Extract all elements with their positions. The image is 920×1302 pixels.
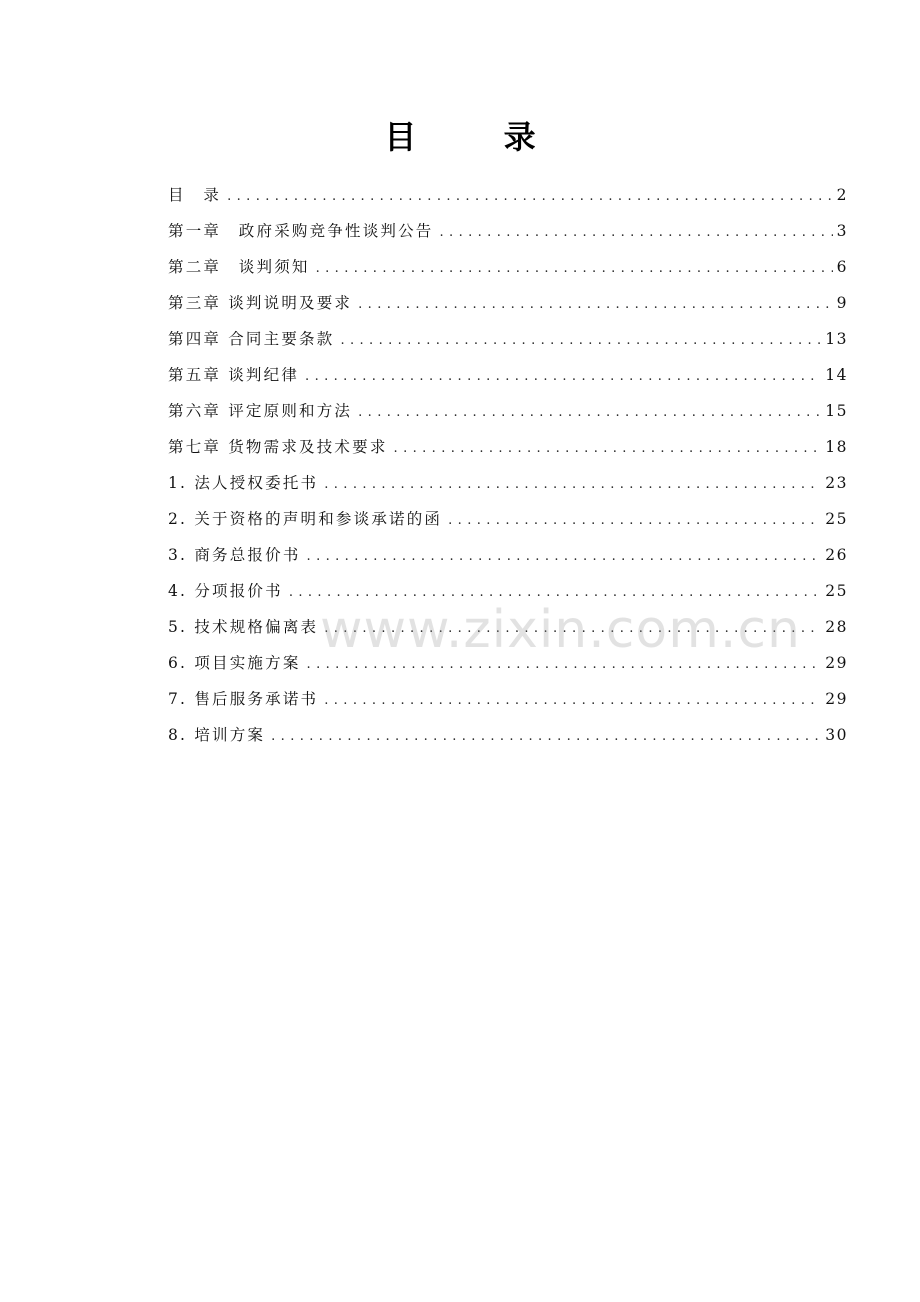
toc-entry-page: 29 bbox=[825, 690, 848, 708]
toc-dot-leader bbox=[316, 251, 833, 287]
toc-entry-label: 6. 项目实施方案 bbox=[168, 654, 301, 672]
toc-entry-page: 15 bbox=[825, 402, 848, 420]
toc-entry-label: 第六章 评定原则和方法 bbox=[168, 402, 353, 420]
toc-entry[interactable] bbox=[168, 429, 848, 465]
toc-entry-label: 第三章 谈判说明及要求 bbox=[168, 294, 353, 312]
toc-entry-page: 18 bbox=[825, 438, 848, 456]
toc-entry-page: 6 bbox=[836, 258, 848, 276]
toc-entry-label: 第七章 货物需求及技术要求 bbox=[168, 438, 388, 456]
toc-dot-leader bbox=[394, 431, 822, 467]
toc-entry-label: 4. 分项报价书 bbox=[168, 582, 283, 600]
toc-entry[interactable] bbox=[168, 285, 848, 321]
toc-entry[interactable] bbox=[168, 681, 848, 717]
toc-dot-leader bbox=[324, 467, 821, 503]
toc-entry[interactable] bbox=[168, 465, 848, 501]
toc-entry-page: 23 bbox=[825, 474, 848, 492]
toc-entry[interactable] bbox=[168, 393, 848, 429]
toc-entry[interactable] bbox=[168, 501, 848, 537]
toc-dot-leader bbox=[227, 179, 833, 215]
toc-entry-label: 5. 技术规格偏离表 bbox=[168, 618, 319, 636]
toc-entry[interactable] bbox=[168, 249, 848, 285]
page-title: 目 录 bbox=[384, 118, 574, 156]
toc-entry[interactable] bbox=[168, 321, 848, 357]
toc-entry[interactable] bbox=[168, 177, 848, 213]
toc-entry-label: 8. 培训方案 bbox=[168, 726, 266, 744]
toc-entry-page: 2 bbox=[836, 186, 848, 204]
toc-entry-label: 目 录 bbox=[168, 186, 222, 204]
toc-entry-page: 28 bbox=[825, 618, 848, 636]
toc-entry-page: 26 bbox=[825, 546, 848, 564]
toc-dot-leader bbox=[307, 539, 822, 575]
toc-dot-leader bbox=[440, 215, 833, 251]
toc-entry-label: 2. 关于资格的声明和参谈承诺的函 bbox=[168, 510, 443, 528]
toc-entry[interactable] bbox=[168, 609, 848, 645]
toc-entry-label: 7. 售后服务承诺书 bbox=[168, 690, 319, 708]
toc-entry[interactable] bbox=[168, 573, 848, 609]
toc-dot-leader bbox=[289, 575, 821, 611]
toc-entry-page: 30 bbox=[825, 726, 848, 744]
toc-entry-label: 第二章 谈判须知 bbox=[168, 258, 310, 276]
toc-dot-leader bbox=[305, 359, 821, 395]
toc-dot-leader bbox=[271, 719, 821, 755]
toc-entry[interactable] bbox=[168, 357, 848, 393]
toc-entry-label: 第五章 谈判纪律 bbox=[168, 366, 300, 384]
toc-dot-leader bbox=[340, 323, 821, 359]
toc-entry[interactable] bbox=[168, 717, 848, 753]
toc-entry-page: 9 bbox=[836, 294, 848, 312]
toc-entry-label: 第一章 政府采购竞争性谈判公告 bbox=[168, 222, 434, 240]
toc-entry-page: 25 bbox=[825, 582, 848, 600]
toc-dot-leader bbox=[448, 503, 821, 539]
toc-entry-page: 29 bbox=[825, 654, 848, 672]
toc-entry-page: 14 bbox=[825, 366, 848, 384]
toc-dot-leader bbox=[307, 647, 822, 683]
toc-entry-label: 第四章 合同主要条款 bbox=[168, 330, 335, 348]
table-of-contents bbox=[168, 177, 848, 753]
toc-entry-page: 25 bbox=[825, 510, 848, 528]
toc-dot-leader bbox=[358, 287, 832, 323]
toc-entry-label: 3. 商务总报价书 bbox=[168, 546, 301, 564]
toc-entry[interactable] bbox=[168, 213, 848, 249]
toc-entry-page: 3 bbox=[836, 222, 848, 240]
toc-dot-leader bbox=[324, 683, 821, 719]
watermark-text: www.zixin.com.cn bbox=[320, 600, 801, 660]
toc-entry-page: 13 bbox=[825, 330, 848, 348]
toc-dot-leader bbox=[358, 395, 821, 431]
toc-dot-leader bbox=[324, 611, 821, 647]
toc-entry[interactable] bbox=[168, 537, 848, 573]
toc-entry[interactable] bbox=[168, 645, 848, 681]
toc-entry-label: 1. 法人授权委托书 bbox=[168, 474, 319, 492]
